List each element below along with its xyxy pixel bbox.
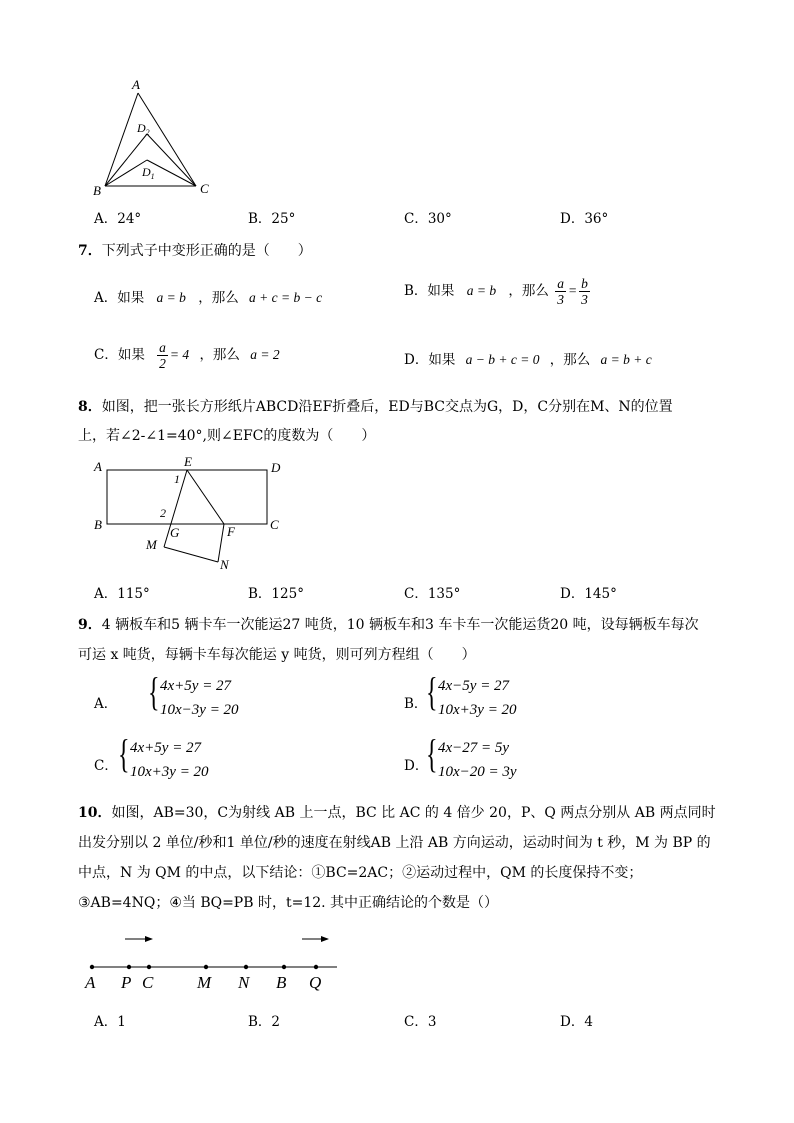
q6-option-c[interactable]: C．30° (404, 211, 452, 227)
q6-triangle-figure (85, 75, 225, 200)
q7-option-c[interactable]: C．如果 $\frac{a}{2}$ = 4 ，那么 a = 2 (94, 340, 280, 371)
label-E: E (184, 455, 192, 469)
q9-stem-line1: 9．4 辆板车和5 辆卡车一次能运27 吨货，10 辆板车和3 车卡车一次能运货20 吨，设每辆板车每次 (78, 617, 699, 633)
q9-option-b[interactable]: B． (404, 696, 428, 712)
q9-option-d[interactable]: D． (404, 758, 429, 774)
label-F: F (227, 524, 235, 539)
label-B: B (276, 973, 287, 992)
label-D1: $D_1$ (142, 165, 155, 181)
q8-folded-rectangle-figure (90, 455, 290, 575)
label-C: C (270, 517, 279, 532)
q7-text: 下列式子中变形正确的是（ ） (101, 243, 312, 259)
q8-option-c[interactable]: C．135° (404, 586, 461, 602)
q10-option-a[interactable]: A．1 (94, 1014, 126, 1030)
label-D: D (271, 460, 281, 475)
q8-number: 8． (78, 399, 102, 415)
q10-stem-line2: 出发分别以 2 单位/秒和1 单位/秒的速度在射线AB 上沿 AB 方向运动，运动时间为 t 秒，M 为 BP 的 (78, 835, 711, 851)
q9-number: 9． (78, 617, 102, 633)
q9-option-a[interactable]: A． (94, 696, 118, 712)
q10-option-d[interactable]: D．4 (560, 1014, 593, 1030)
label-Q: Q (309, 973, 322, 992)
q7-option-a[interactable]: A．如果 a = b ，那么 a + c = b − c (94, 290, 323, 306)
q8-stem-line1: 8．如图，把一张长方形纸片ABCD沿EF折叠后，ED与BC交点为G，D，C分别在M、N的位置 (78, 399, 673, 415)
q7-option-d[interactable]: D．如果 a − b + c = 0 ，那么 a = b + c (404, 352, 652, 368)
q10-option-b[interactable]: B．2 (248, 1014, 281, 1030)
label-G: G (170, 525, 180, 540)
q6-option-b[interactable]: B．25° (248, 211, 296, 227)
q6-option-a[interactable]: A．24° (94, 211, 142, 227)
label-N: N (238, 973, 250, 992)
q7-option-b[interactable]: B．如果 a = b ，那么 $\frac{a}{3}$ = $\frac{b}{3}$ (404, 276, 588, 307)
q10-number: 10． (78, 805, 112, 821)
q10-stem-line3: 中点，N 为 QM 的中点，以下结论：①BC=2AC；②运动过程中，QM 的长度保持不变； (78, 865, 643, 881)
q10-option-c[interactable]: C．3 (404, 1014, 437, 1030)
q9-stem-line2: 可运 x 吨货，每辆卡车每次能运 y 吨货，则可列方程组（ ） (78, 647, 476, 663)
label-C: C (142, 973, 154, 992)
label-B: B (93, 183, 101, 198)
q6-option-d[interactable]: D．36° (560, 211, 609, 227)
label-angle-2: 2 (160, 506, 166, 520)
label-angle-1: 1 (174, 472, 180, 486)
q9-option-c[interactable]: C． (94, 758, 118, 774)
q7-number: 7． (78, 243, 102, 259)
label-C: C (200, 181, 209, 196)
label-A: A (94, 459, 102, 474)
q10-number-line-figure (80, 928, 350, 998)
q7-stem (78, 240, 312, 260)
q8-option-b[interactable]: B．125° (248, 586, 304, 602)
label-M: M (146, 537, 157, 552)
label-B: B (94, 517, 102, 532)
label-D2: $D_2$ (137, 121, 150, 137)
q10-stem-line1: 10．如图，AB=30，C为射线 AB 上一点，BC 比 AC 的 4 倍少 20，P、Q 两点分别从 AB 两点同时 (78, 805, 716, 821)
label-A: A (85, 973, 96, 992)
q8-stem-line2: 上，若∠2-∠1=40°,则∠EFC的度数为（ ） (78, 428, 376, 444)
label-A: A (132, 77, 140, 92)
q8-option-a[interactable]: A．115° (94, 586, 150, 602)
label-N: N (220, 557, 229, 572)
label-M: M (197, 973, 212, 992)
q8-option-d[interactable]: D．145° (560, 586, 617, 602)
q10-stem-line4: ③AB=4NQ；④当 BQ=PB 时，t=12. 其中正确结论的个数是（） (78, 895, 499, 911)
label-P: P (121, 973, 132, 992)
